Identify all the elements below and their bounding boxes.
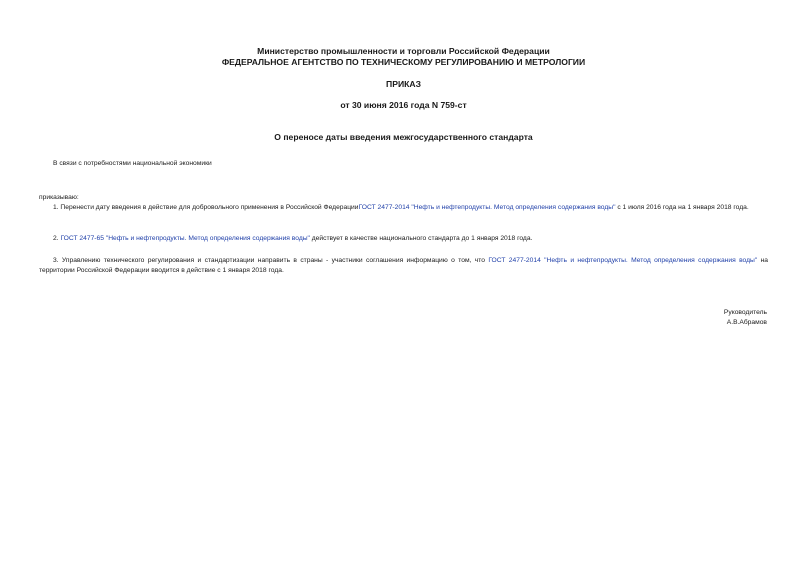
ministry-title: Министерство промышленности и торговли Российской Федерации — [257, 46, 550, 56]
item-1-text-before: 1. Перенести дату введения в действие для добровольного применения в Российской Федерации — [53, 204, 359, 211]
order-word: приказываю: — [39, 194, 79, 201]
gost-2477-65-link[interactable]: ГОСТ 2477-65 "Нефть и нефтепродукты. Метод определения содержания воды" — [60, 235, 310, 242]
gost-2477-2014-link[interactable]: ГОСТ 2477-2014 "Нефть и нефтепродукты. Метод определения содержания воды" — [358, 204, 616, 211]
intro-paragraph: В связи с потребностями национальной экономики — [53, 160, 212, 167]
item-2-text-before: 2. — [53, 235, 61, 242]
item-2-paragraph — [39, 234, 768, 244]
agency-title: ФЕДЕРАЛЬНОЕ АГЕНТСТВО ПО ТЕХНИЧЕСКОМУ РЕГУЛИРОВАНИЮ И МЕТРОЛОГИИ — [221, 57, 586, 67]
gost-2477-2014-link-2[interactable]: ГОСТ 2477-2014 "Нефть и нефтепродукты. Метод определения содержания воды" — [488, 257, 758, 264]
signatory-position: Руководитель — [723, 309, 767, 316]
document-date-number: от 30 июня 2016 года N 759-ст — [340, 100, 467, 110]
signatory-name: А.В.Абрамов — [726, 319, 767, 326]
item-1-paragraph — [39, 203, 768, 213]
document-subject: О переносе даты введения межгосударственного стандарта — [274, 132, 533, 142]
item-3-text-after: на территории Российской Федерации вводится в действие с 1 января 2018 года. — [39, 257, 768, 274]
item-1-text-after: с 1 июля 2016 года на 1 января 2018 года. — [615, 204, 749, 211]
item-2-text-after: действует в качестве национального стандарта до 1 января 2018 года. — [309, 235, 533, 242]
item-3-text-before: 3. Управлению технического регулирования и стандартизации направить в страны - участники соглашения информацию о том, что — [53, 257, 489, 264]
document-type: ПРИКАЗ — [386, 79, 421, 89]
item-3-paragraph — [39, 256, 768, 276]
